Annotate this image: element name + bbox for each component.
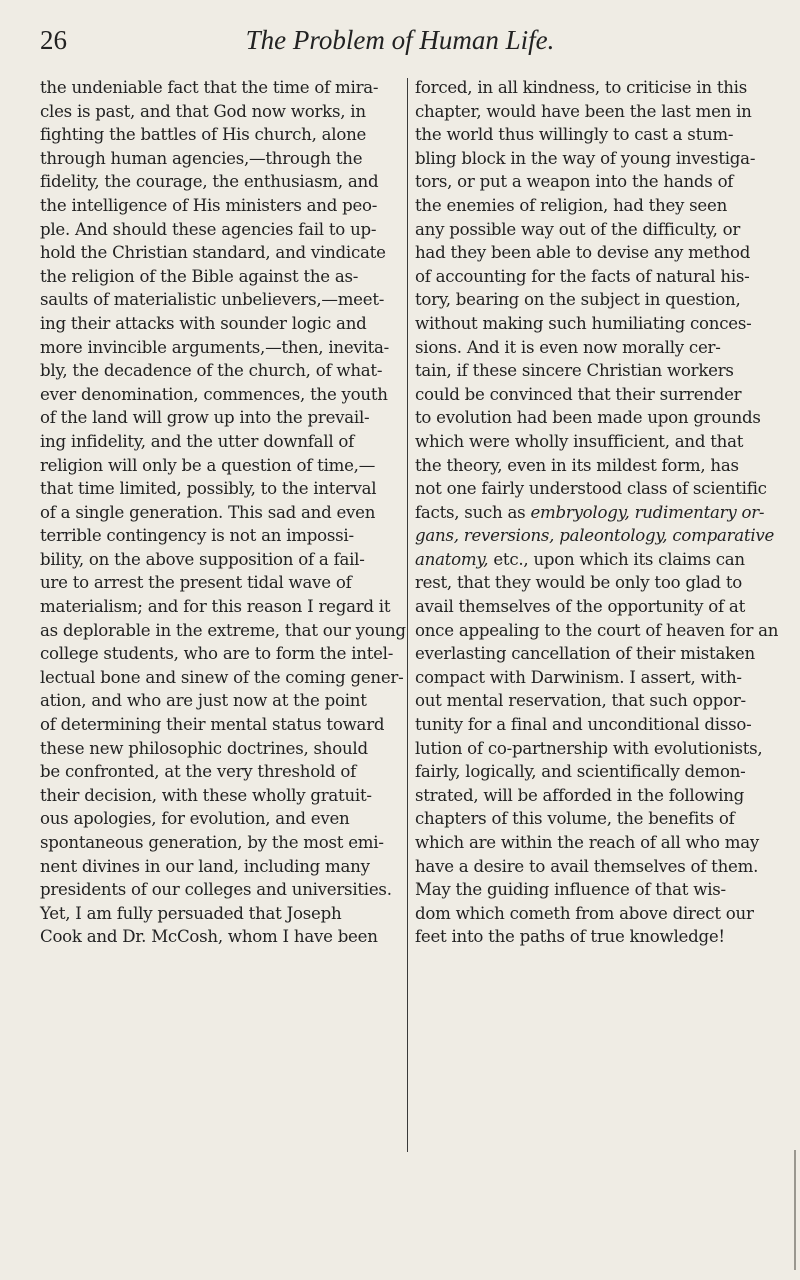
text-line: chapter, would have been the last men in — [415, 101, 752, 121]
text-line: presidents of our colleges and universities. — [40, 880, 392, 900]
text-line: could be convinced that their surrender — [415, 384, 742, 404]
text-line: nent divines in our land, including many — [40, 856, 370, 876]
text-line: saults of materialistic unbelievers,—meet- — [40, 290, 385, 310]
text-line: the religion of the Bible against the as- — [40, 266, 359, 286]
text-line: tunity for a final and unconditional disso- — [415, 715, 752, 735]
text-line: of determining their mental status toward — [40, 715, 385, 735]
italic-text: gans, reversions, paleontology, comparative — [415, 526, 775, 546]
text-line: not one fairly understood class of scientific — [415, 479, 767, 499]
text-line: lution of co-partnership with evolutionists, — [415, 738, 763, 758]
text-line: the enemies of religion, had they seen — [415, 195, 728, 215]
text-line: chapters of this volume, the benefits of — [415, 809, 735, 829]
text-line: strated, will be afforded in the following — [415, 785, 744, 805]
text-line: Yet, I am fully persuaded that Joseph — [40, 903, 342, 923]
right-column — [415, 76, 779, 949]
text-line: dom which cometh from above direct our — [415, 903, 754, 923]
text-line: which were wholly insufficient, and that — [415, 431, 744, 451]
text-line: through human agencies,—through the — [40, 148, 363, 168]
text-line: ing infidelity, and the utter downfall of — [40, 431, 355, 451]
text-line: bility, on the above supposition of a fail- — [40, 549, 365, 569]
text-line — [415, 501, 775, 525]
text-line: everlasting cancellation of their mistaken — [415, 644, 755, 664]
text-line: as deplorable in the extreme, that our young — [40, 620, 406, 640]
italic-text: anatomy, — [415, 549, 489, 569]
text-line: tors, or put a weapon into the hands of — [415, 172, 734, 192]
text-line: spontaneous generation, by the most emi- — [40, 833, 384, 852]
text-fragment: facts, such as — [415, 502, 531, 522]
text-line: of a single generation. This sad and even — [40, 502, 376, 522]
text-line: bly, the decadence of the church, of what- — [40, 361, 383, 381]
text-line: the intelligence of His ministers and peo- — [40, 195, 378, 215]
text-line: these new philosophic doctrines, should — [40, 738, 368, 758]
left-column — [40, 76, 406, 949]
text-line: ous apologies, for evolution, and even — [40, 809, 350, 829]
text-line: the theory, even in its mildest form, has — [415, 455, 739, 475]
text-line: ing their attacks with sounder logic and — [40, 313, 367, 333]
text-line: terrible contingency is not an impossi- — [40, 526, 354, 546]
text-line: tory, bearing on the subject in question, — [415, 290, 741, 310]
text-line: materialism; and for this reason I regard it — [40, 597, 391, 617]
text-line: that time limited, possibly, to the interval — [40, 479, 377, 499]
text-line: bling block in the way of young investiga- — [415, 148, 756, 168]
text-line: more invincible arguments,—then, inevita- — [40, 337, 389, 357]
text-line: of the land will grow up into the prevail- — [40, 408, 370, 428]
text-line: feet into the paths of true knowledge! — [415, 927, 725, 947]
text-line: ure to arrest the present tidal wave of — [40, 573, 352, 593]
text-line: forced, in all kindness, to criticise in this — [415, 78, 748, 97]
text-line: cles is past, and that God now works, in — [40, 101, 366, 121]
text-line: the world thus willingly to cast a stum- — [415, 125, 734, 145]
text-line: lectual bone and sinew of the coming gener- — [40, 667, 404, 687]
text-line: Cook and Dr. McCosh, whom I have been — [40, 927, 378, 947]
text-line — [415, 524, 775, 548]
text-line: fighting the battles of His church, alone — [40, 125, 367, 145]
text-line: out mental reservation, that such oppor- — [415, 691, 746, 711]
page-edge-mark — [794, 1150, 796, 1270]
text-line: ple. And should these agencies fail to up- — [40, 219, 377, 239]
column-divider — [407, 78, 408, 1152]
text-line: ation, and who are just now at the point — [40, 691, 367, 711]
text-line: which are within the reach of all who may — [415, 833, 759, 852]
text-line: once appealing to the court of heaven for an — [415, 620, 779, 640]
text-line: rest, that they would be only too glad to — [415, 573, 742, 593]
text-line: fidelity, the courage, the enthusiasm, and — [40, 172, 379, 192]
text-line: be confronted, at the very threshold of — [40, 762, 357, 782]
text-line: any possible way out of the difficulty, or — [415, 219, 741, 239]
italic-text: embryology, rudimentary or- — [530, 502, 765, 522]
text-line: have a desire to avail themselves of them. — [415, 856, 759, 876]
text-line: avail themselves of the opportunity of at — [415, 597, 745, 617]
text-line: sions. And it is even now morally cer- — [415, 337, 721, 357]
text-line: compact with Darwinism. I assert, with- — [415, 667, 742, 687]
text-line: the undeniable fact that the time of mira- — [40, 78, 379, 97]
text-line: to evolution had been made upon grounds — [415, 408, 761, 428]
text-line: their decision, with these wholly gratuit- — [40, 785, 372, 805]
text-line: had they been able to devise any method — [415, 243, 751, 263]
text-fragment: etc., upon which its claims can — [488, 549, 745, 569]
text-line: hold the Christian standard, and vindicate — [40, 243, 386, 263]
text-line: of accounting for the facts of natural his- — [415, 266, 750, 286]
running-title: The Problem of Human Life. — [245, 25, 555, 55]
page-number: 26 — [40, 25, 67, 55]
text-line: ever denomination, commences, the youth — [40, 384, 388, 404]
text-line: May the guiding influence of that wis- — [415, 880, 726, 900]
text-line — [415, 548, 775, 572]
page-header — [0, 20, 800, 60]
text-line: fairly, logically, and scientifically demon- — [415, 762, 746, 782]
text-line: religion will only be a question of time,— — [40, 455, 376, 475]
text-line: without making such humiliating conces- — [415, 313, 752, 333]
text-line: tain, if these sincere Christian workers — [415, 361, 734, 381]
text-line: college students, who are to form the intel- — [40, 644, 394, 664]
